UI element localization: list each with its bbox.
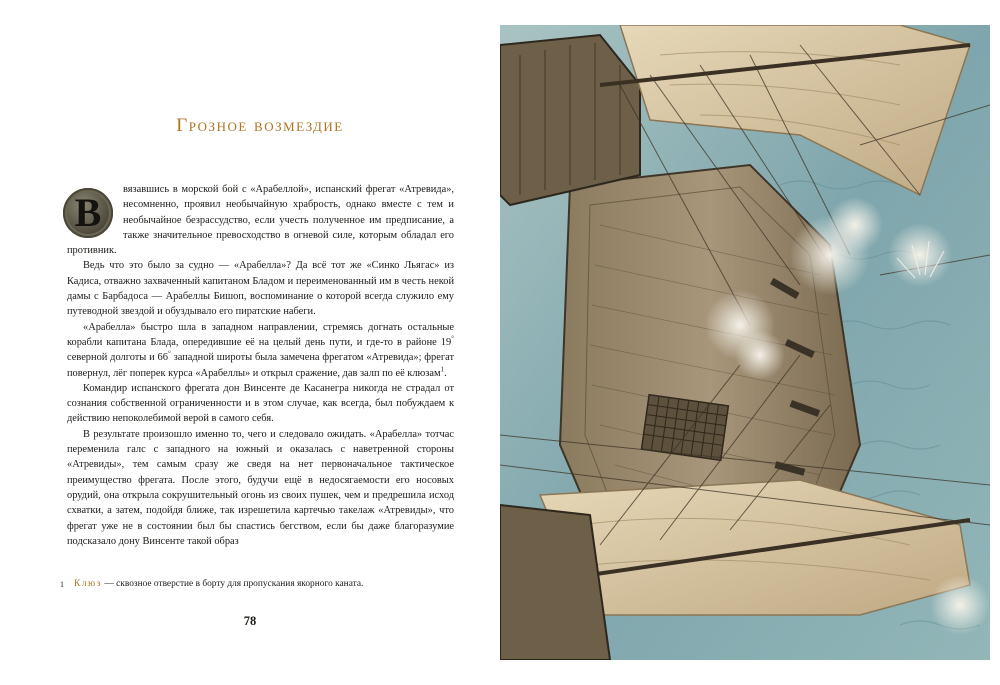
- dropcap-letter: В: [74, 190, 102, 235]
- paragraph-3-part-a: «Арабелла» быстро шла в западном направлении, стремясь догнать остальные корабли капитана Блада, опередившие её на целый день пути, и где-то в районе 19: [67, 321, 454, 348]
- paragraph-4: Командир испанского фрегата дон Винсенте де Касанегра никогда не страдал от сознания собственной ограниченности и в этом случае, как всегда, был побуждаем к действию непоколебимой верой в самого себя.: [67, 382, 454, 425]
- footnote: [60, 578, 460, 591]
- illustration-svg: [500, 25, 990, 660]
- paragraph-2: Ведь что это было за судно — «Арабелла»? Да всё тот же «Синко Льягас» из Кадиса, отважно захваченный капитаном Бладом и переименованный им в честь некой дамы с Барбадоса — Арабеллы Бишоп, воспоминание о которой всегда служило ему путеводной звездой и обуздывало его пиратские набеги.: [67, 260, 454, 318]
- dropcap-medallion: [63, 188, 113, 238]
- body-text: [67, 182, 454, 549]
- footnote-term: Клюз: [74, 579, 103, 589]
- paragraph-1: вязавшись в морской бой с «Арабеллой», испанский фрегат «Атревида», несомненно, проявил необычайную храбрость, однако вместе с тем и необычайное безрассудство, если учесть полученное им предписание, а также значительное превосходство в огневой силе, которым обладал его противник.: [67, 184, 454, 257]
- page-number: 78: [243, 614, 257, 628]
- paragraph-3-part-d: .: [444, 367, 447, 379]
- degree-mark: °: [451, 334, 454, 343]
- chapter-title-text: Грозное возмездие: [176, 115, 344, 136]
- degree-mark: °: [167, 349, 171, 358]
- paragraph-3-part-b: северной долготы и 66: [67, 352, 168, 364]
- paragraph-3-part-c: западной широты была замечена фрегатом «Атревида»; фрегат повернул, лёг поперек курса «Арабеллы» и открыл сражение, дав залп по её клюзам: [67, 352, 454, 379]
- footnote-text: — сквозное отверстие в борту для пропускания якорного каната.: [102, 579, 364, 589]
- footnote-mark: 1: [60, 580, 64, 589]
- paragraph-5: В результате произошло именно то, чего и следовало ожидать. «Арабелла» тотчас переменила галс с западного на южный и оказалась с наветренной стороны «Атревиды», тем самым сразу же сведя на нет первоначальное тактическое преимущество фрегата. После этого, будучи ещё в недосягаемости его носовых орудий, она открыла сокрушительный огонь из своих пушек, чем и предрешила исход схватки, а затем, подойдя ближе, так изрешетила картечью такелаж «Атревиды», что фрегат уже не в состоянии был бы спастись бегством, если бы даже благоразумие подсказало дону Винсенте такой образ: [67, 428, 454, 547]
- chapter-title: [60, 115, 460, 137]
- ship-battle-illustration: [500, 25, 990, 660]
- footnote-reference[interactable]: 1: [440, 365, 445, 374]
- paragraph-3: [67, 320, 454, 381]
